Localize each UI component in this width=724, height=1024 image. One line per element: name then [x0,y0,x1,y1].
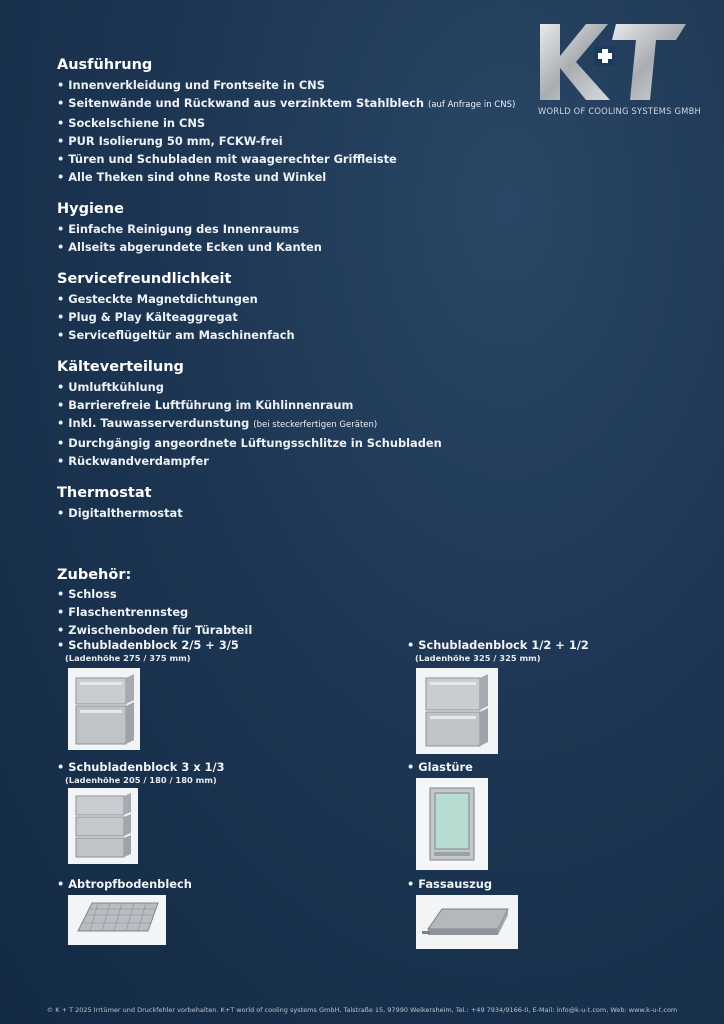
accessory-title: • Abtropfbodenblech [57,877,192,891]
note: (auf Anfrage in CNS) [428,100,516,110]
section-title: Thermostat [57,485,152,501]
list-item: • Einfache Reinigung des Innenraums [57,222,300,236]
accessory-subtitle: (Ladenhöhe 205 / 180 / 180 mm) [65,775,217,785]
accessory-schubladenblock-3x1-3 [57,760,225,785]
section-title: Ausführung [57,57,153,73]
section-servicefreundlichkeit [57,270,557,344]
section-thermostat [57,484,557,522]
glass-door-image [416,778,488,870]
accessory-title: • Schubladenblock 3 x 1/3 [57,760,225,774]
drawer-block-2-drawers-image [68,668,140,750]
accessory-glastuere [407,760,473,775]
accessory-subtitle: (Ladenhöhe 325 / 325 mm) [415,653,541,663]
accessory-title: • Fassauszug [407,877,493,891]
section-kaelteverteilung [57,358,557,470]
list-item: • Rückwandverdampfer [57,454,209,468]
accessory-subtitle: (Ladenhöhe 275 / 375 mm) [65,653,191,663]
list-item: • PUR Isolierung 50 mm, FCKW-frei [57,134,283,148]
list-item: • Inkl. Tauwasserverdunstung (bei steckerfertigen Geräten) [57,416,378,430]
drawer-block-2-equal-drawers-image [416,668,498,754]
section-hygiene [57,200,557,256]
section-ausfuehrung [57,56,557,186]
note: (bei steckerfertigen Geräten) [253,420,378,430]
accessory-title: • Glastüre [407,760,473,774]
footer: © K + T 2025 Irrtümer und Druckfehler vorbehalten. K+T world of cooling systems GmbH, Talstraße 15, 97990 Weikersheim, Tel.: +49 7934/9166-0, E-Mail: info@k-u-t.com, Web: www.k-u-t.com [46,1006,678,1014]
section-title: Kälteverteilung [57,359,184,375]
list-item: • Innenverkleidung und Frontseite in CNS [57,78,325,92]
logo-tagline: WORLD OF COOLING SYSTEMS GMBH [538,106,702,116]
list-item: • Alle Theken sind ohne Roste und Winkel [57,170,327,184]
accessory-abtropfbodenblech [57,877,192,892]
section-title: Zubehör: [57,567,132,583]
list-item: • Schloss [57,587,117,601]
barrel-slide-tray-image [416,895,518,949]
accessory-schubladenblock-2-5-3-5 [57,638,239,663]
list-item: • Sockelschiene in CNS [57,116,206,130]
list-item: • Durchgängig angeordnete Lüftungsschlitze in Schubladen [57,436,442,450]
drawer-block-3-drawers-image [68,788,138,864]
section-title: Hygiene [57,201,124,217]
accessories-section [57,566,677,639]
list-item: • Zwischenboden für Türabteil [57,623,253,637]
list-item: • Barrierefreie Luftführung im Kühlinnenraum [57,398,354,412]
list-item: • Seitenwände und Rückwand aus verzinktem Stahlblech (auf Anfrage in CNS) [57,96,516,110]
accessory-title: • Schubladenblock 2/5 + 3/5 [57,638,239,652]
list-item: • Digitalthermostat [57,506,183,520]
accessory-title: • Schubladenblock 1/2 + 1/2 [407,638,589,652]
drip-tray-image [68,895,166,945]
list-item: • Gesteckte Magnetdichtungen [57,292,258,306]
list-item: • Türen und Schubladen mit waagerechter Griffleiste [57,152,397,166]
list-item: • Serviceflügeltür am Maschinenfach [57,328,295,342]
section-title: Servicefreundlichkeit [57,271,232,287]
list-item: • Umluftkühlung [57,380,164,394]
spec-sections [57,56,557,536]
accessory-schubladenblock-1-2-1-2 [407,638,589,663]
list-item: • Plug & Play Kälteaggregat [57,310,238,324]
list-item: • Flaschentrennsteg [57,605,189,619]
list-item: • Allseits abgerundete Ecken und Kanten [57,240,322,254]
accessory-fassauszug [407,877,492,892]
